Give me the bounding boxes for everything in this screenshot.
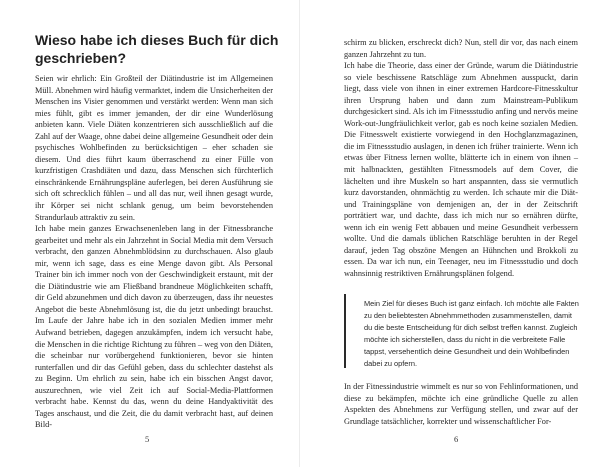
paragraph: Seien wir ehrlich: Ein Großteil der Diätindustrie ist im Allgemeinen Müll. Abnehmen wird häufig vermarktet, indem die Unsicherheiten der Menschen ins Visier genommen und verstärkt werden: Wenn man sich mies fühlt, gibt es immer jemanden, der dir eine Wunderlösung anbieten kann. Viele Diäten konzentrieren sich ausschließlich auf die Zahl auf der Waage, ohne dabei deine allgemeine Gesundheit oder dein psychisches Wohlbefinden zu berücksichtigen – eher schaden sie diesem. Und dies führt kaum überraschend zu einer Fülle von kurzfristigen Crashdiäten und dazu, dass Menschen sich fürchterlich einschränkende Ernährungspläne auferlegen, bei deren Ausführung sie sich oft schrecklich fühlen – und all das nur, weil ihnen gesagt wurde, ihr Körper sei nicht schlank genug, um beim bevorstehenden Strandurlaub attraktiv zu sein.	[35, 74, 273, 222]
page-number-left: 5	[145, 434, 150, 444]
pull-quote: Mein Ziel für dieses Buch ist ganz einfach. Ich möchte alle Fakten zu den beliebtesten Abnehmmethoden zusammenstellen, damit du die beste Entscheidung für dich selbst treffen kannst. Zugleich möchte ich sicherstellen, dass du nicht in die verbreitete Falle tappst, versehentlich deine Gesundheit und dein Wohlbefinden dabei zu opfern.	[344, 294, 580, 368]
left-body-text	[35, 73, 273, 431]
paragraph: Ich habe mein ganzes Erwachsenenleben lang in der Fitnessbranche gearbeitet und mehr als ein Jahrzehnt in Social Media mit dem Versuch verbracht, den ganzen Abnehmblödsinn zu durchschauen. Also glaub mir, wenn ich sage, dass es eine Menge davon gibt. Als Personal Trainer bin ich immer noch von der Geschwindigkeit erstaunt, mit der die Diätindustrie wie am Fließband brandneue Möglichkeiten schafft, dir Geld abzunehmen und dich davon zu überzeugen, dass ihr neuestes Angebot die beste Abnehmlösung ist, die du jetzt unbedingt brauchst. Im Laufe der Jahre habe ich in den sozialen Medien immer mehr Aufwand betrieben, dagegen anzukämpfen, indem ich versucht habe, die Menschen in die richtige Richtung zu führen – weg von den Diäten, die scheinbar nur vorübergehend funktionieren, bevor sie hinten runterfallen und dir das Gefühl geben, dass du schlechter dastehst als zu Beginn. Um ehrlich zu sein, habe ich ein bisschen Angst davor, auszurechnen, wie viel Zeit ich auf Social-Media-Plattformen verbracht habe. Kennst du das, wenn du deine Handyaktivität des Tages anschaust, und die Zeit, die du damit verbracht hast, auf deinen Bild-	[35, 224, 273, 430]
page-number-right: 6	[454, 434, 459, 444]
paragraph: In der Fitnessindustrie wimmelt es nur so von Fehlinformationen, und diese zu bekämpfen, möchte ich eine gründliche Quelle zu allen Aspekten des Abnehmens zur Verfügung stellen, und zwar auf der Grundlage tatsächlicher, korrekter und wissenschaftlicher For-	[344, 382, 578, 426]
paragraph: Ich habe die Theorie, dass einer der Gründe, warum die Diätindustrie so viele beschissene Ratschläge zum Abnehmen ausspuckt, darin liegt, dass viele von ihnen in einer extremen Hardcore-Fitnesskultur ihren Ursprung haben und dann zum Mainstream-Publikum durchgesickert sind. Als ich im Fitnessstudio anfing und nervös meine Work-out-Jungfräulichkeit verlor, gab es noch keine sozialen Medien. Die Fitnesswelt existierte vorwiegend in den Hochglanzmagazinen, die im Fitnessstudio auslagen, in denen ich früher trainierte. Wenn ich etwas über Fitness lernen wollte, blätterte ich in einem von ihnen – mit halbnackten, gestählten Fitnessmodels auf dem Cover, die lächelten und ihre Muskeln so hart anspannten, dass sie vermutlich kurz davorstanden, ohnmächtig zu werden. Ich schaute mir die Diät- und Trainingspläne von demjenigen an, der in der Zeitschrift porträtiert war, und dachte, dass ich mich nur so ernähren dürfte, wenn ich ein wenig Fett abbauen und meine Gesundheit verbessern wollte. Und die damals üblichen Ratschläge beruhten in der Regel darauf, jeden Tag obszöne Mengen an Hühnchen und Brokkoli zu essen. Da war ich nun, ein Teenager, neu im Fitnessstudio und doch wahnsinnig restriktiven Ernährungsplänen folgend.	[344, 61, 578, 278]
paragraph: schirm zu blicken, erschreckt dich? Nun, stell dir vor, das nach einem ganzen Jahrzehnt zu tun.	[344, 38, 578, 59]
right-top-text	[344, 37, 578, 279]
chapter-heading: Wieso habe ich dieses Buch für dich geschrieben?	[35, 32, 279, 66]
right-bottom-text	[344, 381, 578, 427]
